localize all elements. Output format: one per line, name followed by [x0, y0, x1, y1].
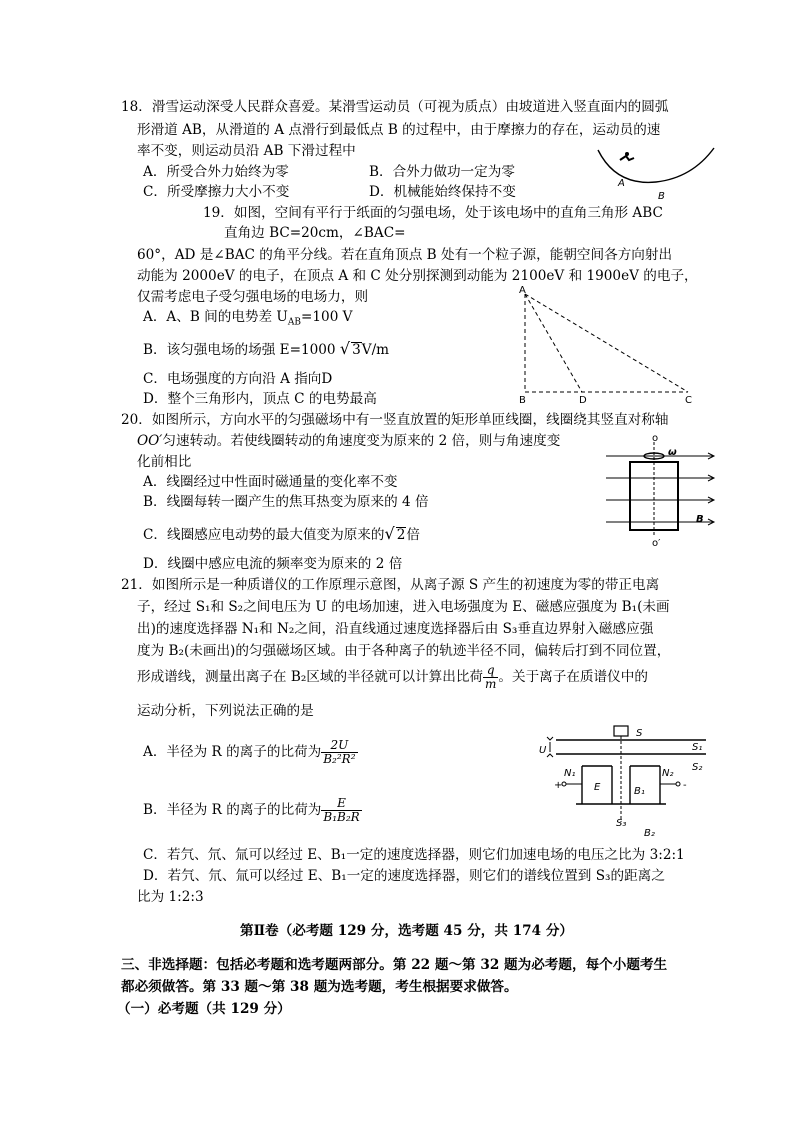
part2-instruction-line2: 都必须做答。第 33 题～第 38 题为选考题，考生根据要求做答。	[121, 979, 518, 995]
q20-fig-label-o: o	[652, 433, 659, 444]
q20-option-d: D．线圈中感应电流的频率变为原来的 2 倍	[143, 556, 403, 572]
q19-line2: 直角边 BC=20cm，∠BAC=	[224, 225, 406, 241]
q20-option-b: B．线圈每转一圈产生的焦耳热变为原来的 4 倍	[143, 494, 429, 510]
part2-instruction-line1: 三、非选择题：包括必考题和选考题两部分。第 22 题～第 32 题为必考题，每个小题考生	[121, 957, 668, 973]
q19-line5: 仅需考虑电子受匀强电场的电场力，则	[137, 289, 369, 305]
q18-line3: 率不变，则运动员沿 AB 下滑过程中	[137, 143, 356, 159]
q21-option-b: B．半径为 R 的离子的比荷为 $\frac{E}{\text{B₁B₂R}}$	[143, 795, 360, 824]
q21-line6: 运动分析，下列说法正确的是	[137, 703, 314, 719]
q21-fig-label-plus: +	[554, 780, 563, 791]
q21-fig-label-s2: S₂	[692, 762, 703, 773]
q21-fig-label-s: S	[636, 728, 643, 739]
q18-line2: 形滑道 AB，从滑道的 A 点滑行到最低点 B 的过程中，由于摩擦力的存在，运动员的速	[137, 122, 661, 138]
q21-line4: 度为 B₂(未画出)的匀强磁场区域。由于各种离子的轨迹半径不同，偏转后打到不同位置，	[137, 643, 671, 659]
q18-option-c: C．所受摩擦力大小不变	[143, 184, 290, 200]
q18-figure	[596, 146, 716, 206]
q19-triangle-figure	[516, 284, 698, 404]
q21-fig-label-n1: N₁	[564, 768, 576, 779]
q19-option-c: C．电场强度的方向沿 A 指向D	[143, 371, 333, 387]
q20-line3: 化前相比	[137, 454, 192, 470]
q19-fig-label-a: A	[519, 285, 526, 296]
q21-mass-spectrometer-figure	[536, 722, 716, 840]
q20-fig-label-omega: ω	[668, 447, 677, 458]
q20-line1: 20．如图所示，方向水平的匀强磁场中有一竖直放置的矩形单匝线圈，线圈绕其竖直对称轴	[121, 412, 669, 428]
q19-fig-label-d: D	[579, 395, 587, 406]
q21-option-c: C．若氕、氘、氚可以经过 E、B₁一定的速度选择器，则它们加速电场的电压之比为 3:2:1	[143, 847, 685, 863]
q20-option-c: C．线圈感应电动势的最大值变为原来的√ 2倍	[143, 524, 420, 543]
q21-option-a: A．半径为 R 的离子的比荷为 $\frac{2U}{\text{B₂²R²}}$	[143, 737, 356, 766]
q21-line1: 21．如图所示是一种质谱仪的工作原理示意图，从离子源 S 产生的初速度为零的带正电离	[121, 577, 660, 593]
q21-option-d-line2: 比为 1:2:3	[137, 889, 204, 905]
q19-fig-label-b: B	[519, 395, 526, 406]
q19-option-a: A．A、B 间的电势差 $U_{AB}=100$ V	[143, 309, 353, 328]
q21-option-d-line1: D．若氕、氘、氚可以经过 E、B₁一定的速度选择器，则它们的谱线位置到 S₃的距离之	[143, 868, 665, 884]
q21-fig-label-u: U	[539, 745, 547, 756]
q20-fig-label-b: B	[696, 514, 704, 525]
q18-option-b: B．合外力做功一定为零	[369, 164, 515, 180]
q21-fig-label-b1: B₁	[634, 786, 645, 797]
q19-line3: 60°，AD 是∠BAC 的角平分线。若在直角顶点 B 处有一个粒子源，能朝空间各方向射出	[137, 247, 673, 263]
q19-fig-label-c: C	[685, 395, 692, 406]
q19-option-b: B．该匀强电场的场强 E=1000 √ 3V/m	[143, 339, 390, 358]
q20-coil-figure	[602, 433, 720, 549]
q21-line5: 形成谱线，测量出离子在 B₂区域的半径就可以计算出比荷 $\frac{q}{m}$ 。关于离子在质谱仪中的	[137, 662, 648, 691]
q21-line3: 出)的速度选择器 N₁和 N₂之间，沿直线通过速度选择器后由 S₃垂直边界射入磁感应强	[137, 621, 654, 637]
q18-line1: 18．滑雪运动深受人民群众喜爱。某滑雪运动员（可视为质点）由坡道进入竖直面内的圆弧	[121, 99, 669, 115]
q19-option-d: D．整个三角形内，顶点 C 的电势最高	[143, 391, 377, 407]
q18-option-d: D．机械能始终保持不变	[369, 184, 516, 200]
q21-fig-label-s1: S₁	[692, 742, 703, 753]
q21-fig-label-minus: -	[683, 780, 687, 791]
q19-line1: 19．如图，空间有平行于纸面的匀强电场，处于该电场中的直角三角形 ABC	[203, 205, 663, 221]
part2-section-heading: （一）必考题（共 129 分）	[117, 1001, 291, 1017]
q19-line4: 动能为 2000eV 的电子，在顶点 A 和 C 处分别探测到动能为 2100eV 和 1900eV 的电子，	[137, 268, 698, 284]
q21-fig-label-e: E	[594, 782, 601, 793]
part2-title: 第Ⅱ卷（必考题 129 分，选考题 45 分，共 174 分）	[240, 923, 574, 939]
q21-line2: 子，经过 S₁和 S₂之间电压为 U 的电场加速，进入电场强度为 E、磁感应强度为 B₁(未画	[137, 599, 670, 615]
q21-fig-label-b2: B₂	[644, 828, 655, 839]
q20-line2: OO′匀速转动。若使线圈转动的角速度变为原来的 2 倍，则与角速度变	[137, 433, 561, 449]
q21-fig-label-s3: S₃	[616, 818, 627, 829]
q20-fig-label-o-prime: o′	[652, 538, 661, 549]
q18-fig-label-a: A	[618, 178, 625, 189]
q20-option-a: A．线圈经过中性面时磁通量的变化率不变	[143, 474, 398, 490]
q21-fig-label-n2: N₂	[662, 768, 674, 779]
q18-option-a: A．所受合外力始终为零	[143, 164, 289, 180]
q18-fig-label-b: B	[658, 191, 665, 202]
